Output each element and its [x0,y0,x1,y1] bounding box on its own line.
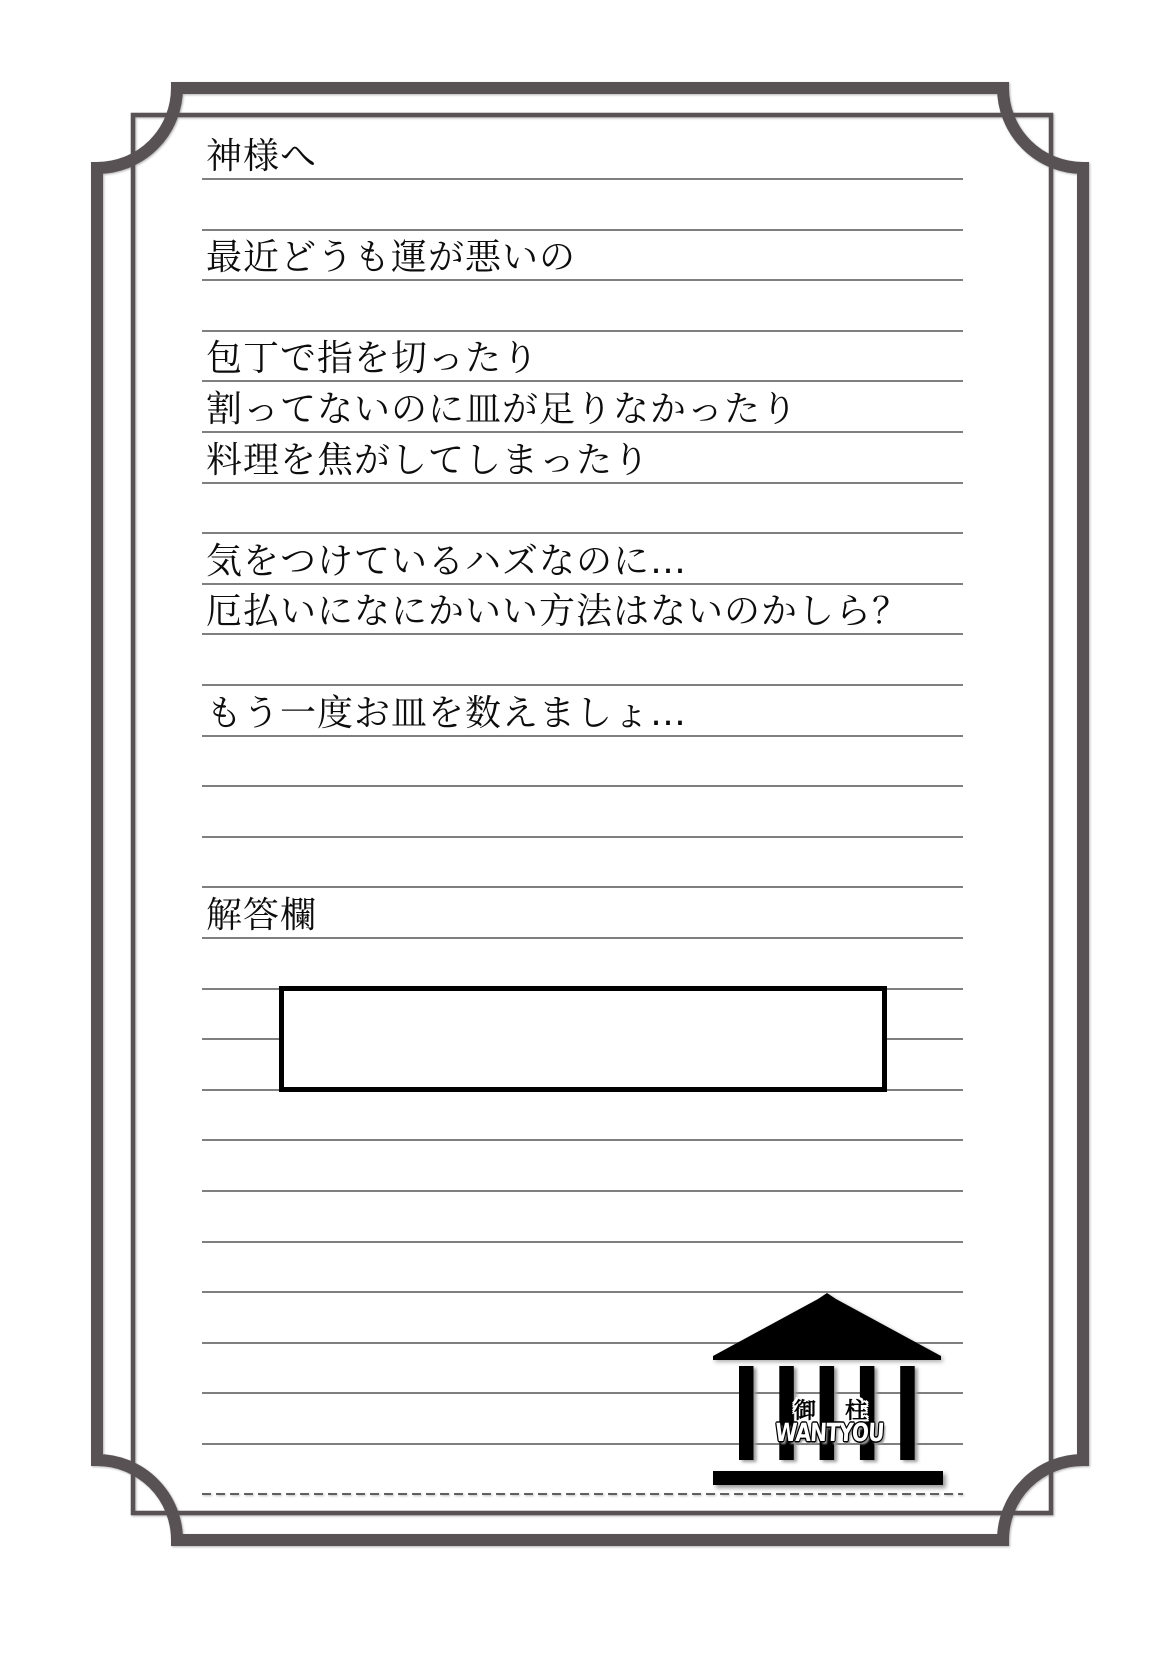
letter-line: 最近どうも運が悪いの [206,237,577,278]
letter-line: 包丁で指を切ったり [206,338,540,379]
letter-line: 厄払いになにかいい方法はないのかしら？ [206,591,910,632]
letter-line: もう一度お皿を数えましょ… [206,693,688,734]
letter-line-recipient: 神様へ [206,136,318,177]
letter-line: 気をつけているハズなのに… [206,541,688,582]
letter-line: 割ってないのに皿が足りなかったり [206,389,799,430]
shrine-base-icon [713,1471,943,1485]
shrine-roof-icon [713,1293,941,1360]
logo-latin-text: WANTYOU [774,1418,885,1447]
logo-jp-text: 御柱 [794,1399,897,1424]
letter-line: 料理を焦がしてしまったり [206,440,651,481]
answer-section-label: 解答欄 [206,895,318,936]
